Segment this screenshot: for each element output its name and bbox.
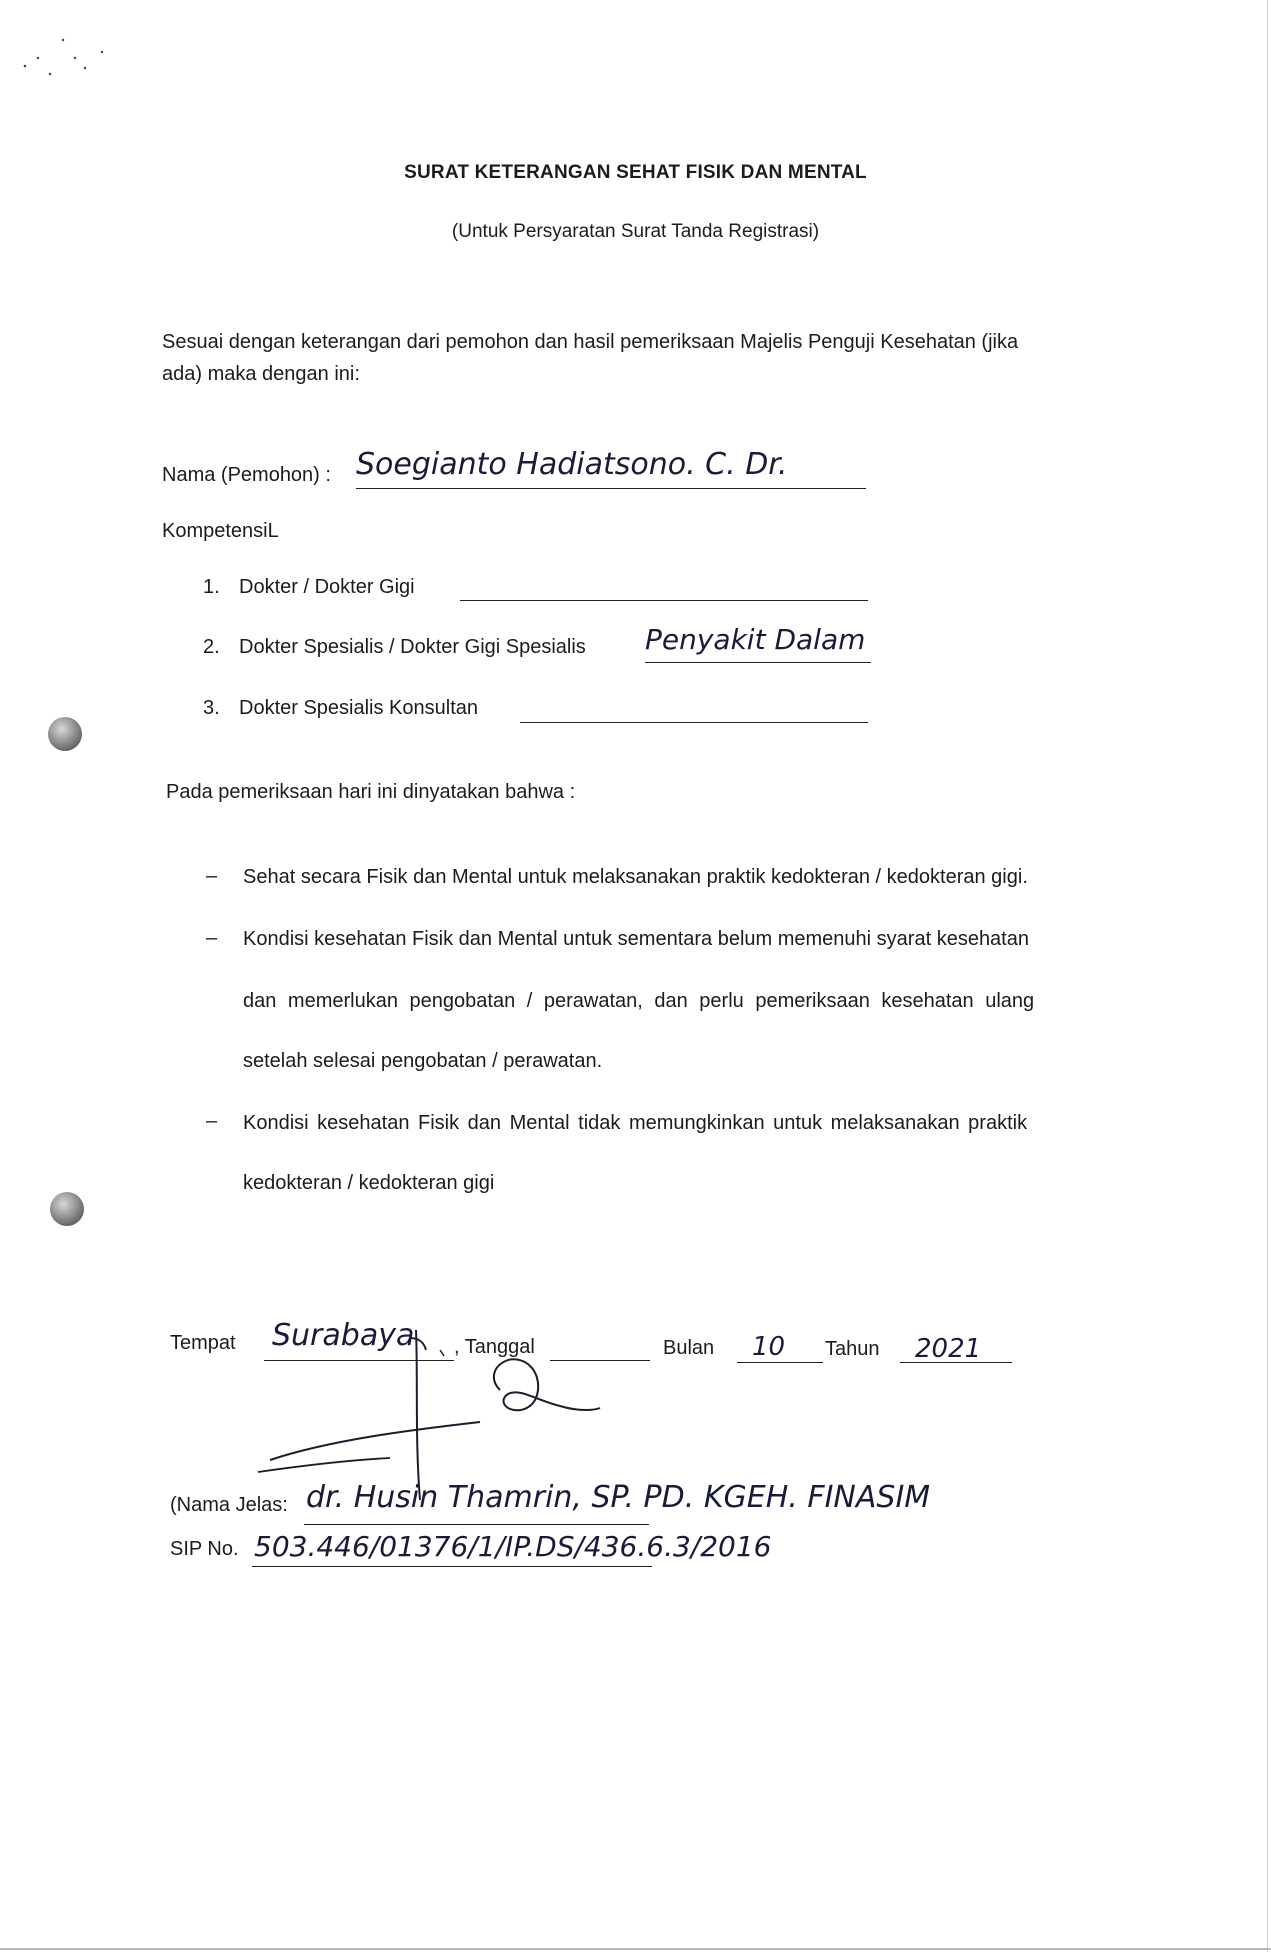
applicant-name-value: Soegianto Hadiatsono. C. Dr. [356, 447, 788, 482]
year-value: 2021 [915, 1334, 982, 1364]
competence-item-3-label: Dokter Spesialis Konsultan [239, 697, 479, 719]
statement-1-line-1: Sehat secara Fisik dan Mental untuk melaksanakan praktik kedokteran / kedokteran gigi. [243, 866, 1028, 888]
month-value: 10 [752, 1332, 786, 1362]
statement-2-line-1: Kondisi kesehatan Fisik dan Mental untuk sementara belum memenuhi syarat kesehatan [243, 928, 1029, 950]
month-label: Bulan [663, 1337, 715, 1359]
document-subtitle: (Untuk Persyaratan Surat Tanda Registrasi) [451, 221, 820, 242]
place-value: Surabaya [272, 1318, 415, 1353]
date-label: , Tanggal [454, 1336, 535, 1358]
statement-1-dash: – [206, 865, 218, 887]
place-label: Tempat [170, 1332, 236, 1354]
competence-label: KompetensiL [162, 520, 279, 542]
statement-2-line-3: setelah selesai pengobatan / perawatan. [243, 1050, 603, 1072]
competence-item-1-number: 1. [203, 576, 220, 598]
statement-2-dash: – [206, 927, 218, 949]
competence-item-2-line [645, 662, 871, 663]
competence-item-3-number: 3. [203, 697, 220, 719]
intro-line-1: Sesuai dengan keterangan dari pemohon dan hasil pemeriksaan Majelis Penguji Kesehatan (jika [162, 331, 1019, 353]
competence-item-2-number: 2. [203, 636, 220, 658]
competence-item-2-value: Penyakit Dalam [645, 623, 866, 656]
year-line [900, 1362, 1012, 1363]
competence-item-1-label: Dokter / Dokter Gigi [239, 576, 415, 598]
applicant-name-line [356, 488, 866, 489]
intro-line-2: ada) maka dengan ini: [162, 363, 360, 385]
competence-item-3-line [520, 722, 868, 723]
punch-hole-top [48, 717, 82, 751]
sip-label: SIP No. [170, 1538, 239, 1560]
scan-edge-right [1267, 0, 1268, 1952]
examination-heading: Pada pemeriksaan hari ini dinyatakan bahwa : [166, 781, 576, 803]
signer-name-label: (Nama Jelas: [170, 1494, 288, 1516]
month-line [737, 1362, 823, 1363]
statement-3-line-2: kedokteran / kedokteran gigi [243, 1172, 495, 1194]
statement-2-line-2: dan memerlukan pengobatan / perawatan, dan perlu pemeriksaan kesehatan ulang [243, 990, 1035, 1012]
statement-3-line-1: Kondisi kesehatan Fisik dan Mental tidak memungkinkan untuk melaksanakan praktik [243, 1112, 1028, 1134]
applicant-name-label: Nama (Pemohon) : [162, 464, 331, 486]
competence-item-1-line [460, 600, 868, 601]
sip-line [252, 1566, 652, 1567]
year-label: Tahun [825, 1338, 880, 1360]
punch-hole-bottom [50, 1192, 84, 1226]
statement-3-dash: – [206, 1110, 218, 1132]
scan-specks [20, 30, 110, 80]
sip-value: 503.446/01376/1/IP.DS/436.6.3/2016 [254, 1530, 772, 1563]
signer-name-line [304, 1524, 649, 1525]
competence-item-2-label: Dokter Spesialis / Dokter Gigi Spesialis [239, 636, 586, 658]
scan-edge-bottom [0, 1948, 1271, 1950]
signer-name-value: dr. Husin Thamrin, SP. PD. KGEH. FINASIM [306, 1480, 931, 1515]
document-title: SURAT KETERANGAN SEHAT FISIK DAN MENTAL [404, 162, 867, 183]
